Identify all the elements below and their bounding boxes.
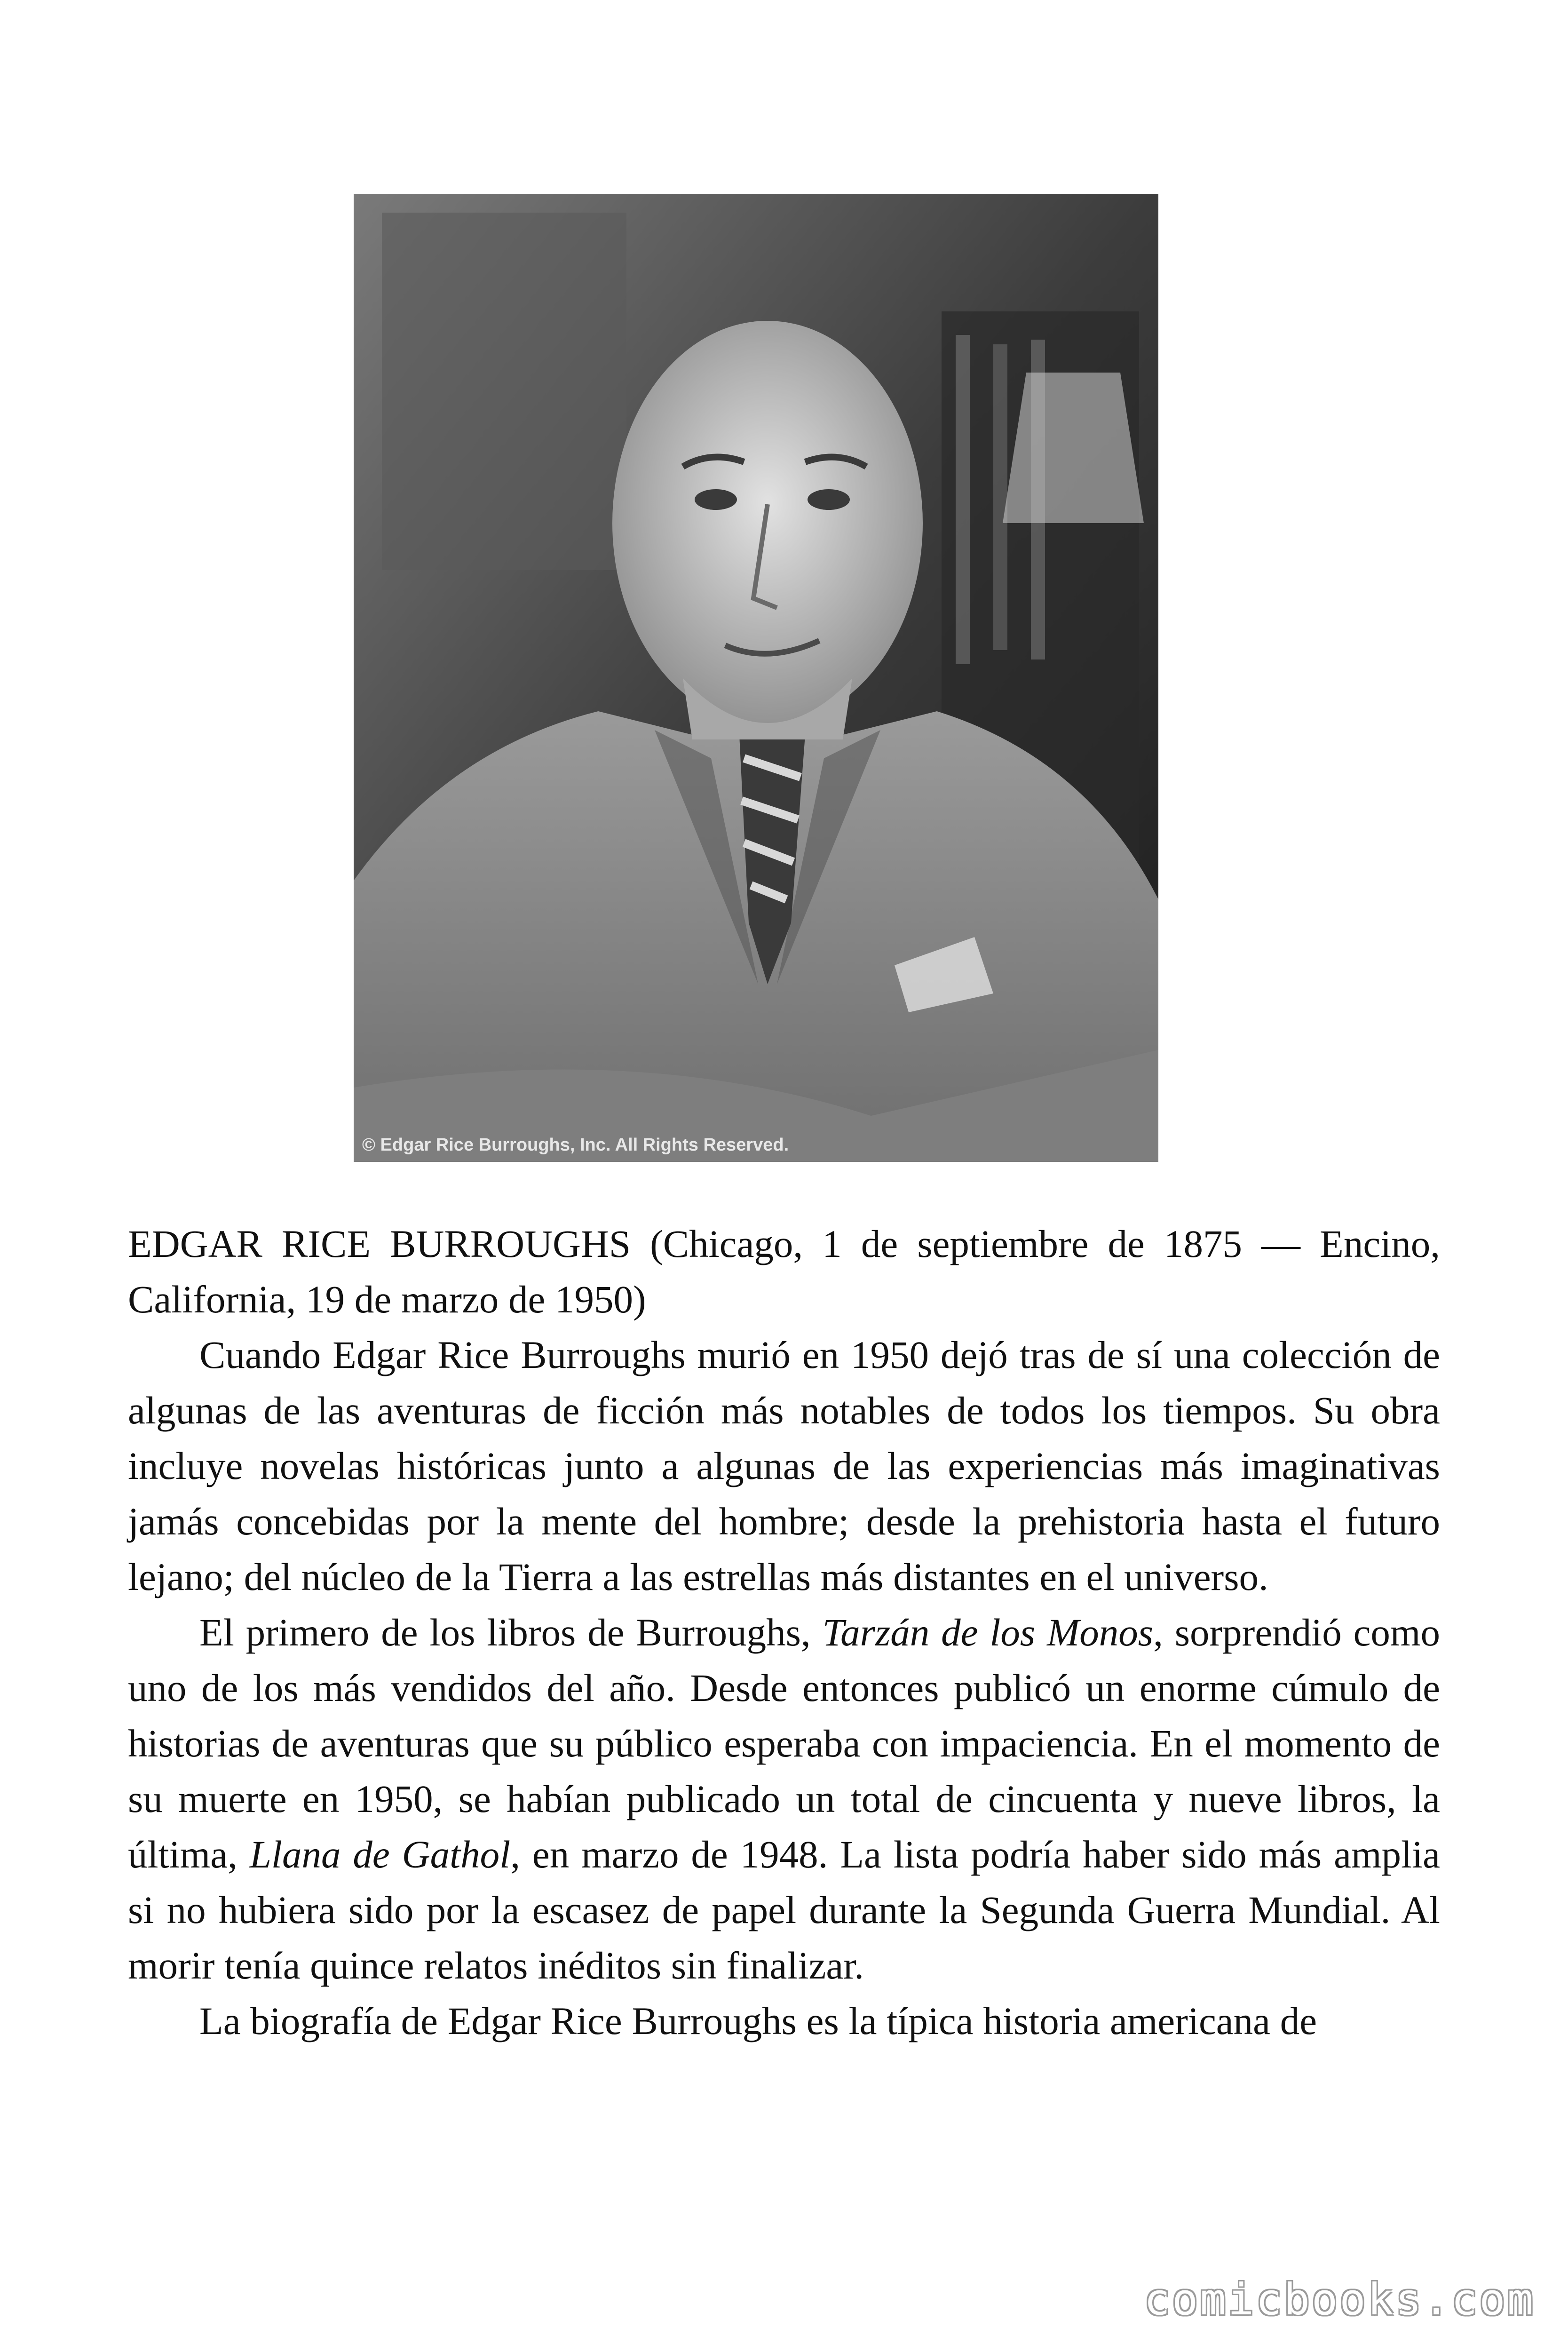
paragraph-2-text-c: , en marzo de 1948. La lista podría haber sido más amplia si no hubiera sido por la escasez de papel durante la Segunda Guerra Mundial. Al morir tenía quince relatos inéditos sin finalizar. — [128, 1833, 1440, 1987]
biography-heading: EDGAR RICE BURROUGHS (Chicago, 1 de septiembre de 1875 — Encino, California, 19 de marzo de 1950) — [128, 1222, 1440, 1321]
biography-paragraph-2 — [128, 1605, 1440, 1993]
site-watermark: comicbooks.com — [1144, 2274, 1535, 2325]
author-biography — [128, 1216, 1440, 2049]
biography-paragraph-1: Cuando Edgar Rice Burroughs murió en 1950 dejó tras de sí una colección de algunas de las aventuras de ficción más notables de todos los tiempos. Su obra incluye novelas históricas junto a algunas de las experiencias más imaginativas jamás concebidas por la mente del hombre; desde la prehistoria hasta el futuro lejano; del núcleo de la Tierra a las estrellas más distantes en el universo. — [128, 1333, 1440, 1598]
book-title-llana-de-gathol: Llana de Gathol — [249, 1833, 511, 1876]
paragraph-2-text-b: , sorprendió como uno de los más vendidos del año. Desde entonces publicó un enorme cúmulo de historias de aventuras que su público esperaba con impaciencia. En el momento de su muerte en 1950, se habían publicado un total de cincuenta y nueve libros, la última, — [128, 1611, 1440, 1876]
author-portrait-photo — [354, 194, 1158, 1162]
biography-paragraph-3: La biografía de Edgar Rice Burroughs es la típica historia americana de — [199, 1999, 1317, 2042]
paragraph-2-text-a: El primero de los libros de Burroughs, — [199, 1611, 823, 1654]
photo-copyright-credit: © Edgar Rice Burroughs, Inc. All Rights Reserved. — [362, 1135, 789, 1155]
portrait-illustration — [354, 194, 1158, 1162]
book-title-tarzan: Tarzán de los Monos — [822, 1611, 1154, 1654]
